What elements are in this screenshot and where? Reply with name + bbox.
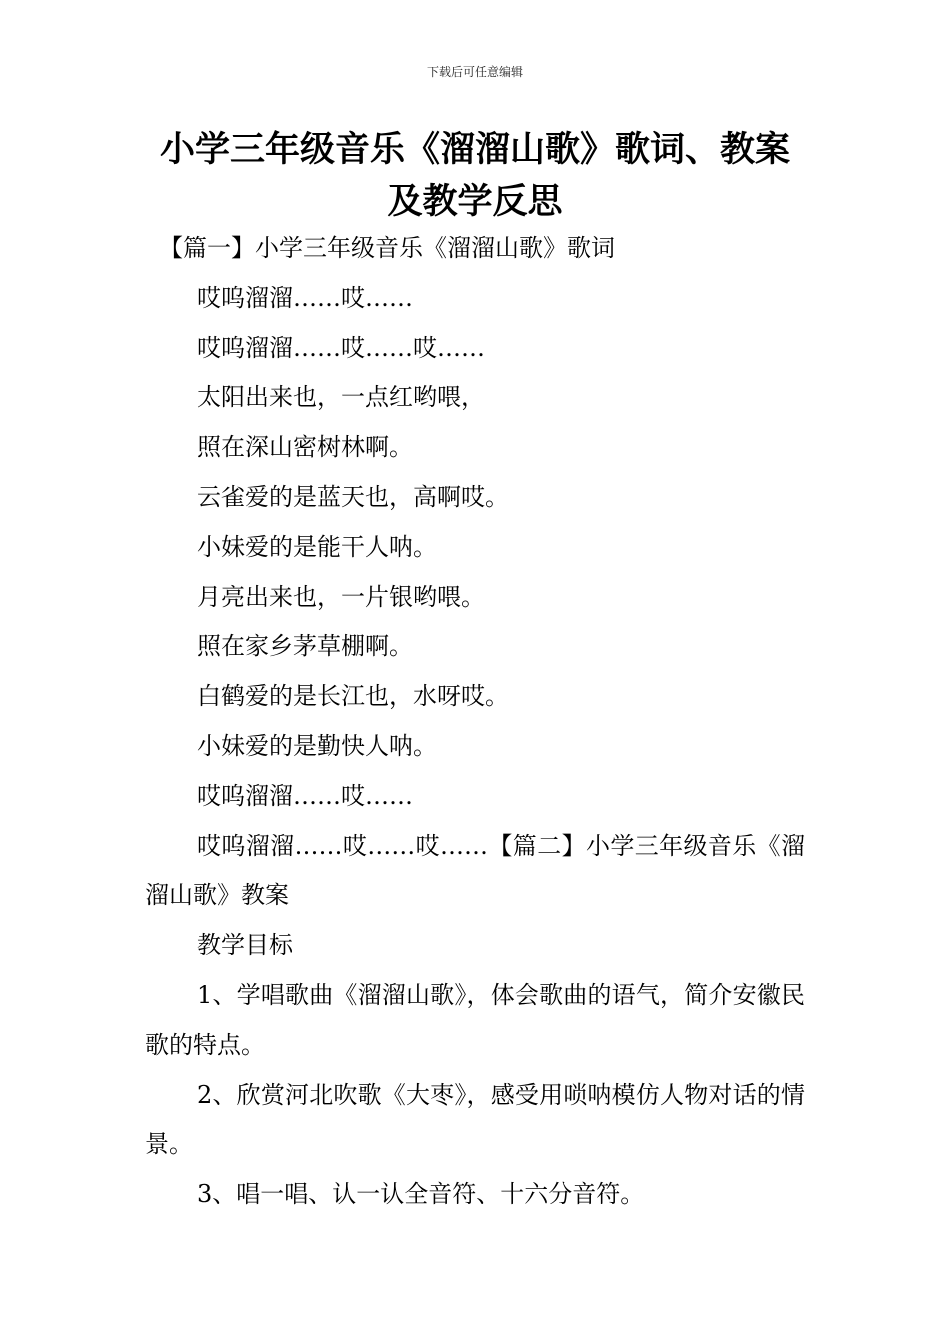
- lyric-line: 月亮出来也，一片银哟喂。: [197, 582, 485, 611]
- lyric-line: 照在家乡茅草棚啊。: [197, 632, 413, 661]
- objective-item: 1、学唱歌曲《溜溜山歌》，体会歌曲的语气，简介安徽民歌的特点。: [145, 980, 805, 1059]
- lyric-line-with-section-heading: 哎呜溜溜……哎……哎……【篇二】小学三年级音乐《溜溜山歌》教案: [145, 831, 805, 910]
- objective-item: 2、欣赏河北吹歌《大枣》，感受用唢呐模仿人物对话的情景。: [145, 1080, 805, 1159]
- lyric-line: 小妹爱的是勤快人呐。: [197, 731, 437, 760]
- lyric-line: 小妹爱的是能干人呐。: [197, 532, 437, 561]
- document-body: [145, 224, 805, 1220]
- lyric-line: 照在深山密树林啊。: [197, 433, 413, 462]
- document-title: 小学三年级音乐《溜溜山歌》歌词、教案及教学反思: [159, 130, 790, 222]
- lyric-line: 哎呜溜溜……哎……: [197, 781, 413, 810]
- lyric-line: 白鹤爱的是长江也，水呀哎。: [197, 682, 509, 711]
- lyric-line: 太阳出来也，一点红哟喂，: [197, 383, 485, 412]
- lyric-line: 哎呜溜溜……哎……: [197, 283, 413, 312]
- objective-item: 3、唱一唱、认一认全音符、十六分音符。: [197, 1180, 645, 1209]
- header-note: 下载后可任意编辑: [426, 65, 523, 79]
- lyric-line: 哎呜溜溜……哎……哎……: [197, 333, 485, 362]
- section-heading: 【篇一】小学三年级音乐《溜溜山歌》歌词: [159, 234, 615, 262]
- lyric-line: 云雀爱的是蓝天也，高啊哎。: [197, 482, 509, 511]
- objectives-heading: 教学目标: [197, 931, 293, 960]
